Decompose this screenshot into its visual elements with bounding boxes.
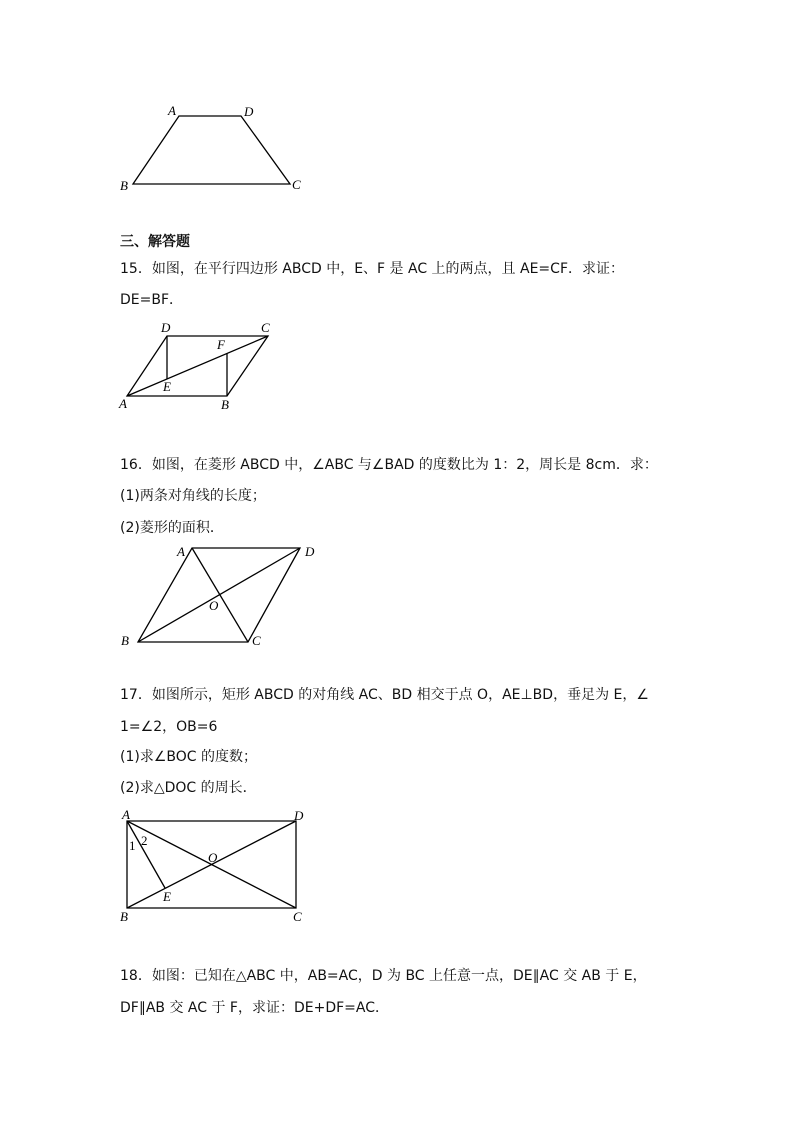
label-A: A: [122, 807, 130, 822]
label-D: D: [161, 320, 171, 335]
label-O: O: [208, 850, 218, 865]
label-A: A: [119, 396, 127, 411]
label-C: C: [292, 177, 301, 192]
label-B: B: [120, 909, 128, 924]
q15-line1: 15．如图，在平行四边形 ABCD 中，E、F 是 AC 上的两点，且 AE=CF．求证：: [120, 261, 624, 277]
q18-line2: DF∥AB 交 AC 于 F，求证：DE+DF=AC．: [120, 1000, 390, 1016]
label-B: B: [221, 397, 229, 412]
angle-2-label: 2: [141, 833, 148, 848]
label-E: E: [163, 889, 171, 904]
label-B: B: [121, 633, 129, 648]
label-D: D: [244, 104, 254, 119]
label-A: A: [168, 103, 176, 118]
q16-line1: 16．如图，在菱形 ABCD 中，∠ABC 与∠BAD 的度数比为 1：2，周长是 8cm．求：: [120, 457, 658, 473]
q17-line1: 17．如图所示，矩形 ABCD 的对角线 AC、BD 相交于点 O，AE⊥BD，垂足为 E，∠: [120, 687, 649, 703]
label-B: B: [120, 178, 128, 193]
q15-line2: DE=BF．: [120, 292, 184, 308]
label-A: A: [177, 544, 185, 559]
angle-1-label: 1: [129, 838, 136, 853]
label-D: D: [305, 544, 315, 559]
label-E: E: [163, 379, 171, 394]
label-F: F: [217, 337, 225, 352]
label-D: D: [294, 808, 304, 823]
q16-line2: (1)两条对角线的长度；: [120, 488, 266, 504]
q17-line2: 1=∠2，OB=6: [120, 719, 218, 735]
q17-line3: (1)求∠BOC 的度数；: [120, 749, 257, 765]
q18-line1: 18．如图：已知在△ABC 中，AB=AC，D 为 BC 上任意一点，DE∥AC 交 AB 于 E，: [120, 968, 647, 984]
label-C: C: [293, 909, 302, 924]
q17-line4: (2)求△DOC 的周长．: [120, 780, 257, 796]
label-O: O: [209, 598, 219, 613]
label-C: C: [261, 320, 270, 335]
label-C: C: [252, 633, 261, 648]
q16-line3: (2)菱形的面积．: [120, 520, 224, 536]
section-header: 三、解答题: [120, 234, 190, 250]
